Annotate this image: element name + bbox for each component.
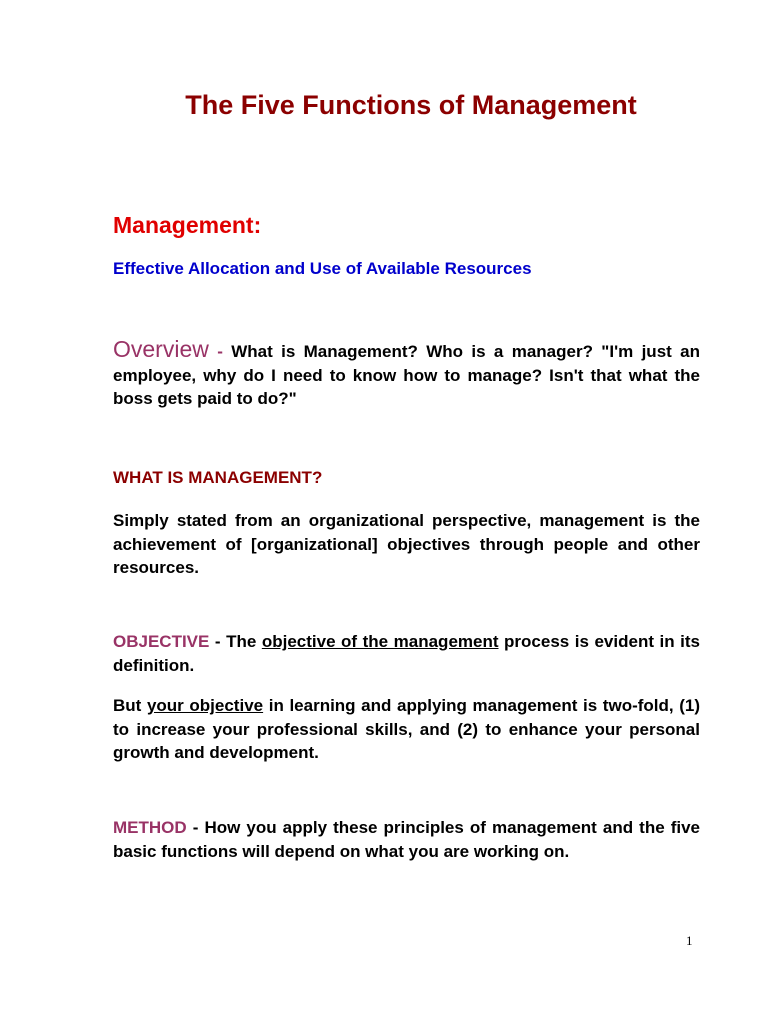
method-label: METHOD xyxy=(113,818,187,837)
your-objective-text-before: But xyxy=(113,696,147,715)
definition-paragraph: Simply stated from an organizational perspective, management is the achievement of [organizational] objectives through people and other resources. xyxy=(113,511,700,577)
overview-label: Overview xyxy=(113,336,209,362)
management-heading: Management: xyxy=(113,212,262,238)
method-paragraph xyxy=(113,816,700,863)
objective-dash: - xyxy=(209,632,227,651)
page-number: 1 xyxy=(686,933,693,948)
document-title: The Five Functions of Management xyxy=(185,90,637,120)
overview-paragraph xyxy=(113,338,700,411)
your-objective-underlined-text: your objective xyxy=(146,696,264,715)
objective-paragraph xyxy=(113,630,700,677)
management-subheading: Effective Allocation and Use of Available Resources xyxy=(113,259,532,278)
overview-text: What is Management? Who is a manager? "I'm just an employee, why do I need to know how to manage? Isn't that what the boss gets paid to do?" xyxy=(113,342,700,408)
what-is-management-heading: WHAT IS MANAGEMENT? xyxy=(113,468,323,487)
objective-label: OBJECTIVE xyxy=(113,632,210,651)
method-dash: - xyxy=(186,818,205,837)
overview-dash: - xyxy=(208,342,232,361)
objective-text-after: process is evident in its definition. xyxy=(113,632,700,675)
your-objective-paragraph xyxy=(113,694,700,765)
method-text: How you apply these principles of management and the five basic functions will depend on what you are working on. xyxy=(113,818,701,861)
objective-underlined-text: objective of the management xyxy=(261,632,499,651)
objective-text-before: The xyxy=(226,632,262,651)
your-objective-text-after: in learning and applying management is two-fold, (1) to increase your professional skills, and (2) to enhance your personal growth and development. xyxy=(113,696,701,762)
